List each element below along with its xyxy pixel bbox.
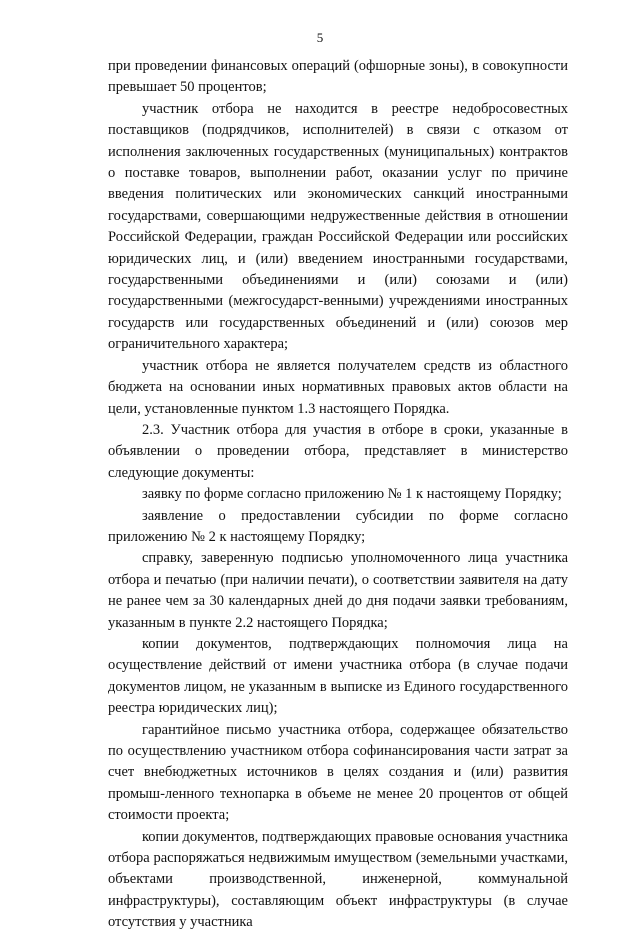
paragraph-property-rights-documents: копии документов, подтверждающих правовые основания участника отбора распоряжаться недвижимым имуществом (земельными участками, объектами производственной, инженерной, коммунальной инфраструктуры), составляющим объект инфраструктуры (в случае отсутствия у участника	[108, 828, 568, 931]
paragraph-unfair-suppliers-register: участник отбора не находится в реестре недобросовестных поставщиков (подрядчиков, исполнителей) в связи с отказом от исполнения заключенных государственных (муниципальных) контрактов о поставке товаров, выполнении работ, оказании услуг по причине введения политических или экономических санкций иностранными государствами, совершающими недружественные действия в отношении Российской Федерации, граждан Российской Федерации или российских юридических лиц, и (или) введением иностранными государствами, государственными объединениями и (или) союзами и (или) государственными (межгосударст-венными) учреждениями иностранных государств или государственных объединений и (или) союзов мер ограничительного характера;	[108, 100, 568, 353]
paragraph-subsidy-statement: заявление о предоставлении субсидии по форме согласно приложению № 2 к настоящему Порядку;	[108, 507, 568, 545]
paragraph-not-budget-recipient: участник отбора не является получателем средств из областного бюджета на основании иных нормативных правовых актов области на цели, установленные пунктом 1.3 настоящего Порядка.	[108, 357, 568, 417]
paragraph-offshore-share: при проведении финансовых операций (офшорные зоны), в совокупности превышает 50 процентов;	[108, 58, 568, 96]
page-number: 5	[316, 30, 324, 45]
document-body	[108, 56, 568, 934]
paragraph-application-form: заявку по форме согласно приложению № 1 к настоящему Порядку;	[142, 486, 562, 503]
paragraph-guarantee-letter: гарантийное письмо участника отбора, содержащее обязательство по осуществлению участником отбора софинансирования части затрат за счет внебюджетных источников в целях создания и (или) развития промыш-ленного технопарка в объеме не менее 20 процентов от общей стоимости проекта;	[108, 721, 568, 824]
paragraph-compliance-certificate: справку, заверенную подписью уполномоченного лица участника отбора и печатью (при наличии печати), о соответствии заявителя на дату не ранее чем за 30 календарных дней до дня подачи заявки требованиям, указанным в пункте 2.2 настоящего Порядка;	[108, 550, 568, 631]
paragraph-authority-documents: копии документов, подтверждающих полномочия лица на осуществление действий от имени участника отбора (в случае подачи документов лицом, не указанным в выписке из Единого государственного реестра юридических лиц);	[108, 635, 568, 717]
paragraph-section-2-3: 2.3. Участник отбора для участия в отборе в сроки, указанные в объявлении о проведении отбора, представляет в министерство следующие документы:	[108, 421, 568, 481]
